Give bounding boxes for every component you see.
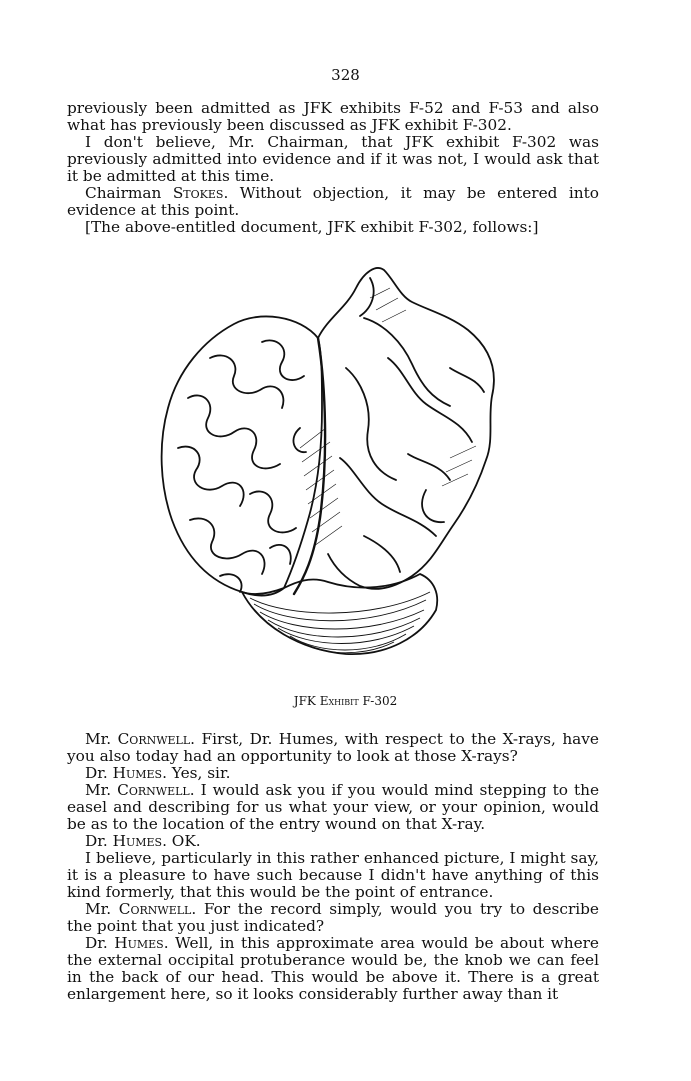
text-run: . For the record simply, would you try to describe the point that you just indicated? [67,900,599,935]
text-run: previously been admitted as JFK exhibits F-52 and F-53 and also what has previously been discussed as JFK exhibit F-302. [67,99,599,134]
paragraph [67,731,599,765]
speaker-name: Cornwell [118,900,192,918]
text-run: Dr. [85,934,115,952]
text-run: . OK. [162,832,201,850]
text-run: . Yes, sir. [162,764,231,782]
speaker-name: Humes [114,934,164,952]
paragraph [67,765,599,782]
text-run: [The above-entitled document, JFK exhibit F-302, follows:] [85,218,539,236]
page-number: 328 [331,66,360,84]
text-run: Mr. [85,730,118,748]
paragraph [67,935,599,1003]
paragraph [67,100,599,134]
caption-word: Exhibit [319,694,359,708]
upper-text-block [67,100,599,236]
text-run: . Without objection, it may be entered into evidence at this point. [67,184,599,219]
text-run: Dr. [85,764,113,782]
text-run: I don't believe, Mr. Chairman, that JFK exhibit F-302 was previously admitted into evidence and if it was not, I would ask that it be admitted at this time. [67,133,599,185]
paragraph [67,901,599,935]
speaker-name: Humes [112,764,163,782]
text-run: Mr. [85,900,119,918]
text-run: Mr. [85,781,118,799]
text-run: Chairman [85,184,173,202]
text-run: Dr. [85,832,113,850]
brain-illustration-icon [150,258,500,676]
paragraph [67,219,599,236]
caption-prefix: JFK [293,694,320,708]
text-run: . First, Dr. Humes, with respect to the X-rays, have you also today had an opportunity to look at those X-rays? [67,730,599,765]
text-run: I believe, particularly in this rather enhanced picture, I might say, it is a pleasure to have such because I didn't have anything of this kind formerly, that this would be the point of entrance. [67,849,599,901]
speaker-name: Humes [112,832,163,850]
figure-caption [0,694,691,708]
paragraph [67,134,599,185]
caption-suffix: F-302 [358,694,398,708]
paragraph [67,850,599,901]
speaker-name: Cornwell [117,781,190,799]
text-run: . Well, in this approximate area would be about where the external occipital protuberance would be, the knob we can feel in the back of our head. This would be above it. There is a great enlargement here, so it looks considerably further away than it [67,934,599,1003]
paragraph [67,833,599,850]
text-run: . I would ask you if you would mind stepping to the easel and describing for us what your view, or your opinion, would be as to the location of the entry wound on that X-ray. [67,781,599,833]
speaker-name: Stokes [172,184,224,202]
paragraph [67,782,599,833]
paragraph [67,185,599,219]
lower-text-block [67,731,599,1003]
speaker-name: Cornwell [117,730,191,748]
